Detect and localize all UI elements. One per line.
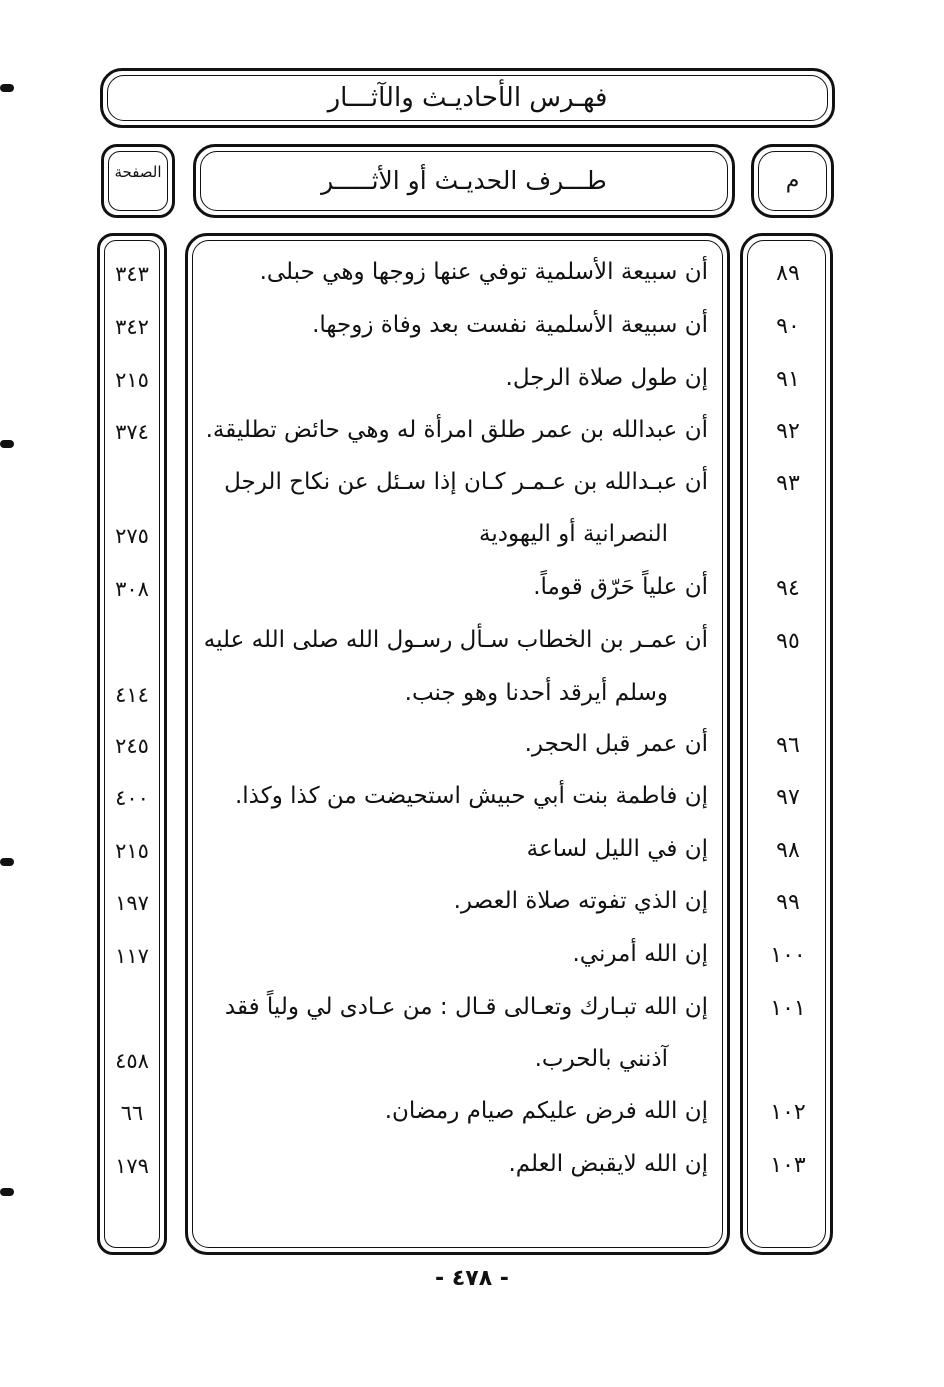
row-number: ١٠٠ [770, 943, 806, 968]
page-reference: ٤٥٨ [115, 1049, 149, 1073]
table-row-continuation [0, 519, 944, 559]
hadith-text: أن سبيعة الأسلمية نفست بعد وفاة زوجها. [312, 312, 708, 338]
hadith-text: أن عمـر بن الخطاب سـأل رسـول الله صلى الله عليه [203, 627, 708, 653]
table-row [0, 992, 944, 1032]
hadith-text: أن علياً حَرّق قوماً. [533, 574, 708, 600]
page-reference: ١٩٧ [115, 891, 149, 915]
row-number: ١٠١ [770, 996, 806, 1021]
row-number: ١٠٣ [770, 1153, 806, 1178]
page-reference: ٣٤٢ [115, 315, 149, 339]
table-row-continuation [0, 1044, 944, 1084]
page-reference: ٢١٥ [115, 368, 149, 392]
page-reference: ١٧٩ [115, 1154, 149, 1178]
page-reference: ١١٧ [115, 944, 149, 968]
table-row [0, 1149, 944, 1189]
page-reference: ٢٧٥ [115, 524, 149, 548]
hadith-text: إن الله أمرني. [572, 941, 708, 967]
page-number: - ٤٧٨ - [435, 1266, 509, 1291]
hadith-text: إن الله فرض عليكم صيام رمضان. [384, 1098, 708, 1124]
text-column-header: طـــرف الحديـث أو الأثـــــر [321, 166, 607, 195]
hadith-text: إن فاطمة بنت أبي حبيش استحيضت من كذا وكذا. [234, 783, 708, 809]
table-row [0, 1096, 944, 1136]
scan-edge-mark [0, 1188, 14, 1196]
table-row [0, 729, 944, 769]
page-header-frame [101, 144, 175, 218]
hadith-text: أن عمر قبل الحجر. [524, 731, 708, 757]
row-number: ٩٦ [776, 733, 800, 758]
table-row-continuation [0, 678, 944, 718]
scan-edge-mark [0, 84, 14, 92]
hadith-text: إن الذي تفوته صلاة العصر. [453, 888, 708, 914]
table-row [0, 415, 944, 455]
table-row [0, 310, 944, 350]
row-number: ٩٨ [776, 838, 800, 863]
row-number: ٩٢ [776, 419, 800, 444]
row-number: ٩٧ [776, 785, 800, 810]
hadith-text: إن في الليل لساعة [526, 836, 708, 862]
page-column-header: الصفحة [114, 163, 162, 181]
page-reference: ٦٦ [120, 1101, 144, 1125]
hadith-text: إن طول صلاة الرجل. [505, 365, 708, 391]
row-number: ٩٠ [776, 314, 800, 339]
table-row [0, 781, 944, 821]
row-number: ٨٩ [776, 261, 800, 286]
page-reference: ٢١٥ [115, 839, 149, 863]
hadith-text: أن عبـدالله بن عـمـر كـان إذا سـئل عن نكاح الرجل [224, 469, 708, 495]
row-number: ٩٩ [776, 890, 800, 915]
table-row [0, 467, 944, 507]
hadith-text: وسلم أيرقد أحدنا وهو جنب. [404, 680, 668, 706]
table-row [0, 572, 944, 612]
page-reference: ٤١٤ [115, 683, 149, 707]
table-row [0, 834, 944, 874]
row-number: ٩١ [776, 367, 800, 392]
table-row [0, 363, 944, 403]
row-number: ٩٤ [776, 576, 800, 601]
hadith-text: إن الله لايقبض العلم. [508, 1151, 708, 1177]
table-row [0, 939, 944, 979]
table-row [0, 625, 944, 665]
row-number: ٩٣ [776, 471, 800, 496]
page-reference: ٢٤٥ [115, 734, 149, 758]
hadith-text: آذنني بالحرب. [534, 1046, 668, 1072]
page-reference: ٣٤٣ [115, 262, 149, 286]
table-row [0, 886, 944, 926]
page-reference: ٤٠٠ [115, 786, 149, 810]
hadith-text: أن سبيعة الأسلمية توفي عنها زوجها وهي حبلى. [259, 259, 708, 285]
table-row [0, 257, 944, 297]
row-number: ٩٥ [776, 629, 800, 654]
page-title: فهـرس الأحاديـث والآثـــار [327, 83, 608, 113]
hadith-text: النصرانية أو اليهودية [479, 521, 668, 547]
page-reference: ٣٠٨ [115, 577, 149, 601]
row-number: ١٠٢ [770, 1100, 806, 1125]
hadith-text: أن عبدالله بن عمر طلق امرأة له وهي حائض تطليقة. [205, 417, 708, 443]
page-reference: ٣٧٤ [115, 420, 149, 444]
number-column-header: م [785, 168, 800, 193]
hadith-text: إن الله تبـارك وتعـالى قـال : من عـادى لي ولياً فقد [224, 994, 708, 1020]
